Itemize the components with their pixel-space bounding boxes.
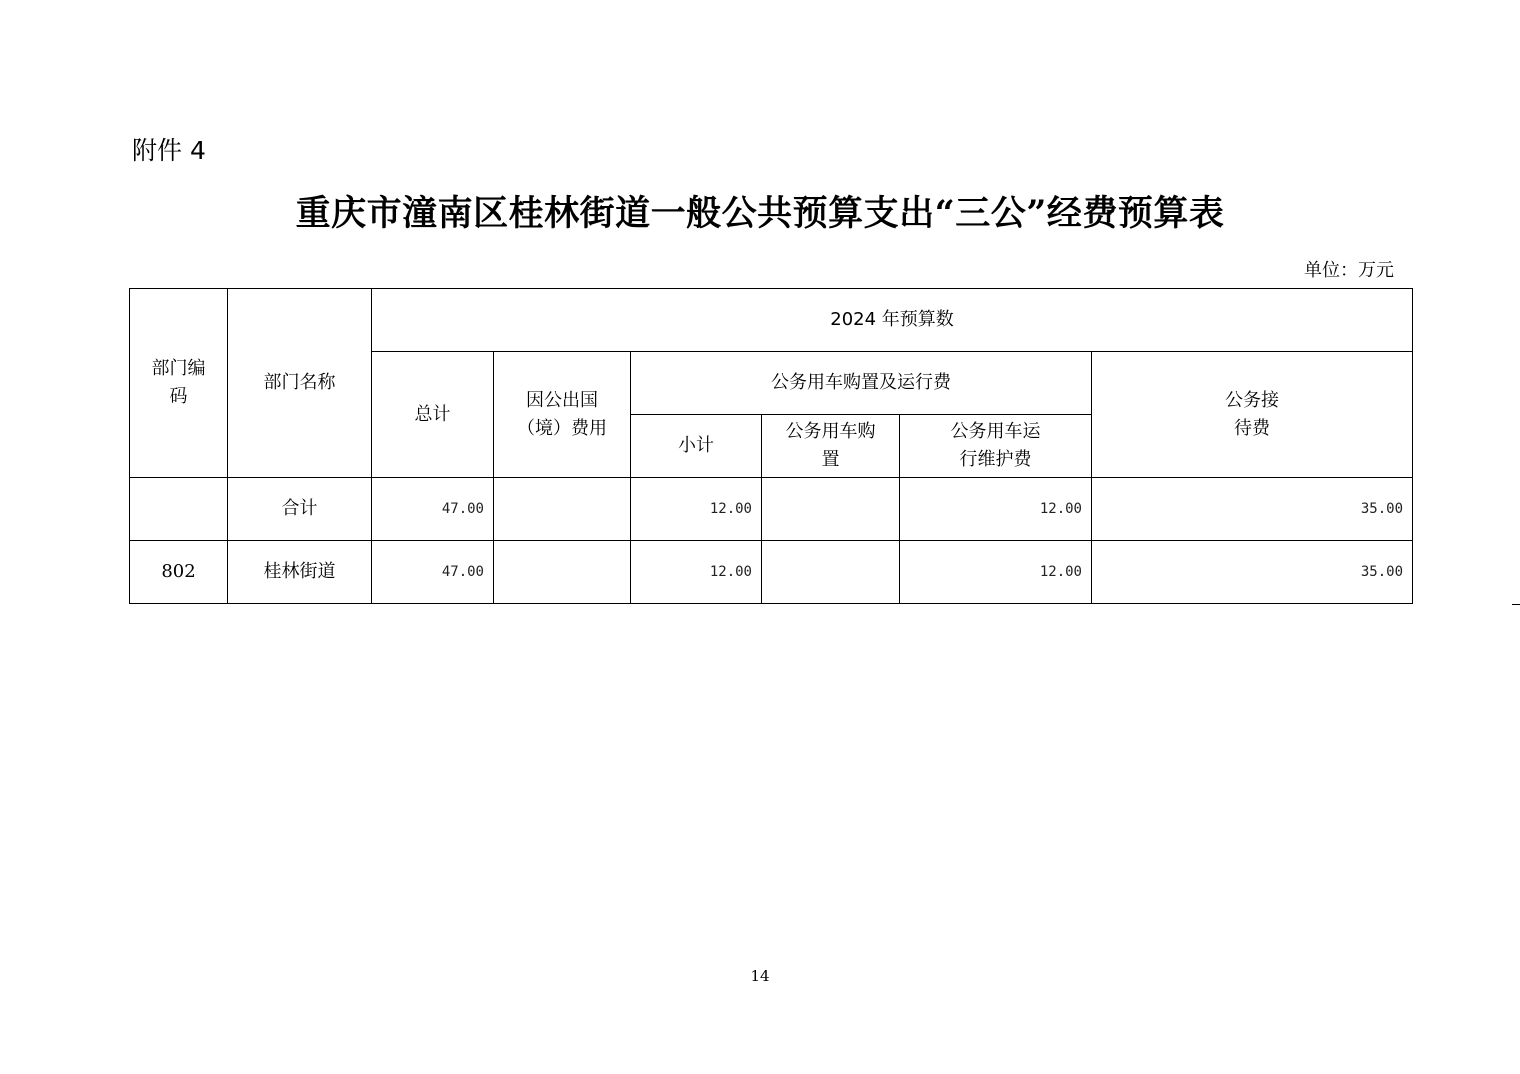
table-row [130, 478, 1413, 541]
cell-vehicle-subtotal: 12.00 [631, 541, 762, 604]
page-number: 14 [750, 967, 770, 985]
cell-dept-name: 桂林街道 [228, 541, 372, 604]
header-vehicle-purchase: 公务用车购置 [762, 415, 900, 478]
header-dept-name: 部门名称 [228, 289, 372, 478]
cell-total: 47.00 [372, 478, 494, 541]
header-total: 总计 [372, 352, 494, 478]
header-budget-year: 2024 年预算数 [372, 289, 1413, 352]
cell-total: 47.00 [372, 541, 494, 604]
cell-dept-code: 802 [130, 541, 228, 604]
attachment-label: 附件 4 [132, 136, 206, 165]
cell-overseas [494, 541, 631, 604]
header-vehicle-maintenance: 公务用车运行维护费 [900, 415, 1092, 478]
header-dept-code: 部门编码 [130, 289, 228, 478]
header-overseas: 因公出国（境）费用 [494, 352, 631, 478]
page-title: 重庆市潼南区桂林街道一般公共预算支出“三公”经费预算表 [295, 193, 1225, 234]
budget-table [129, 288, 1413, 604]
cell-vehicle-purchase [762, 541, 900, 604]
cell-dept-code [130, 478, 228, 541]
table-row [130, 541, 1413, 604]
cell-vehicle-maintenance: 12.00 [900, 478, 1092, 541]
unit-label: 单位：万元 [1304, 260, 1394, 281]
header-reception: 公务接待费 [1092, 352, 1413, 478]
edge-mark [1512, 604, 1520, 605]
cell-reception: 35.00 [1092, 478, 1413, 541]
cell-vehicle-subtotal: 12.00 [631, 478, 762, 541]
cell-reception: 35.00 [1092, 541, 1413, 604]
header-vehicle-subtotal: 小计 [631, 415, 762, 478]
cell-dept-name: 合计 [228, 478, 372, 541]
header-row-1 [130, 289, 1413, 352]
cell-overseas [494, 478, 631, 541]
cell-vehicle-maintenance: 12.00 [900, 541, 1092, 604]
header-vehicle-group: 公务用车购置及运行费 [631, 352, 1092, 415]
cell-vehicle-purchase [762, 478, 900, 541]
